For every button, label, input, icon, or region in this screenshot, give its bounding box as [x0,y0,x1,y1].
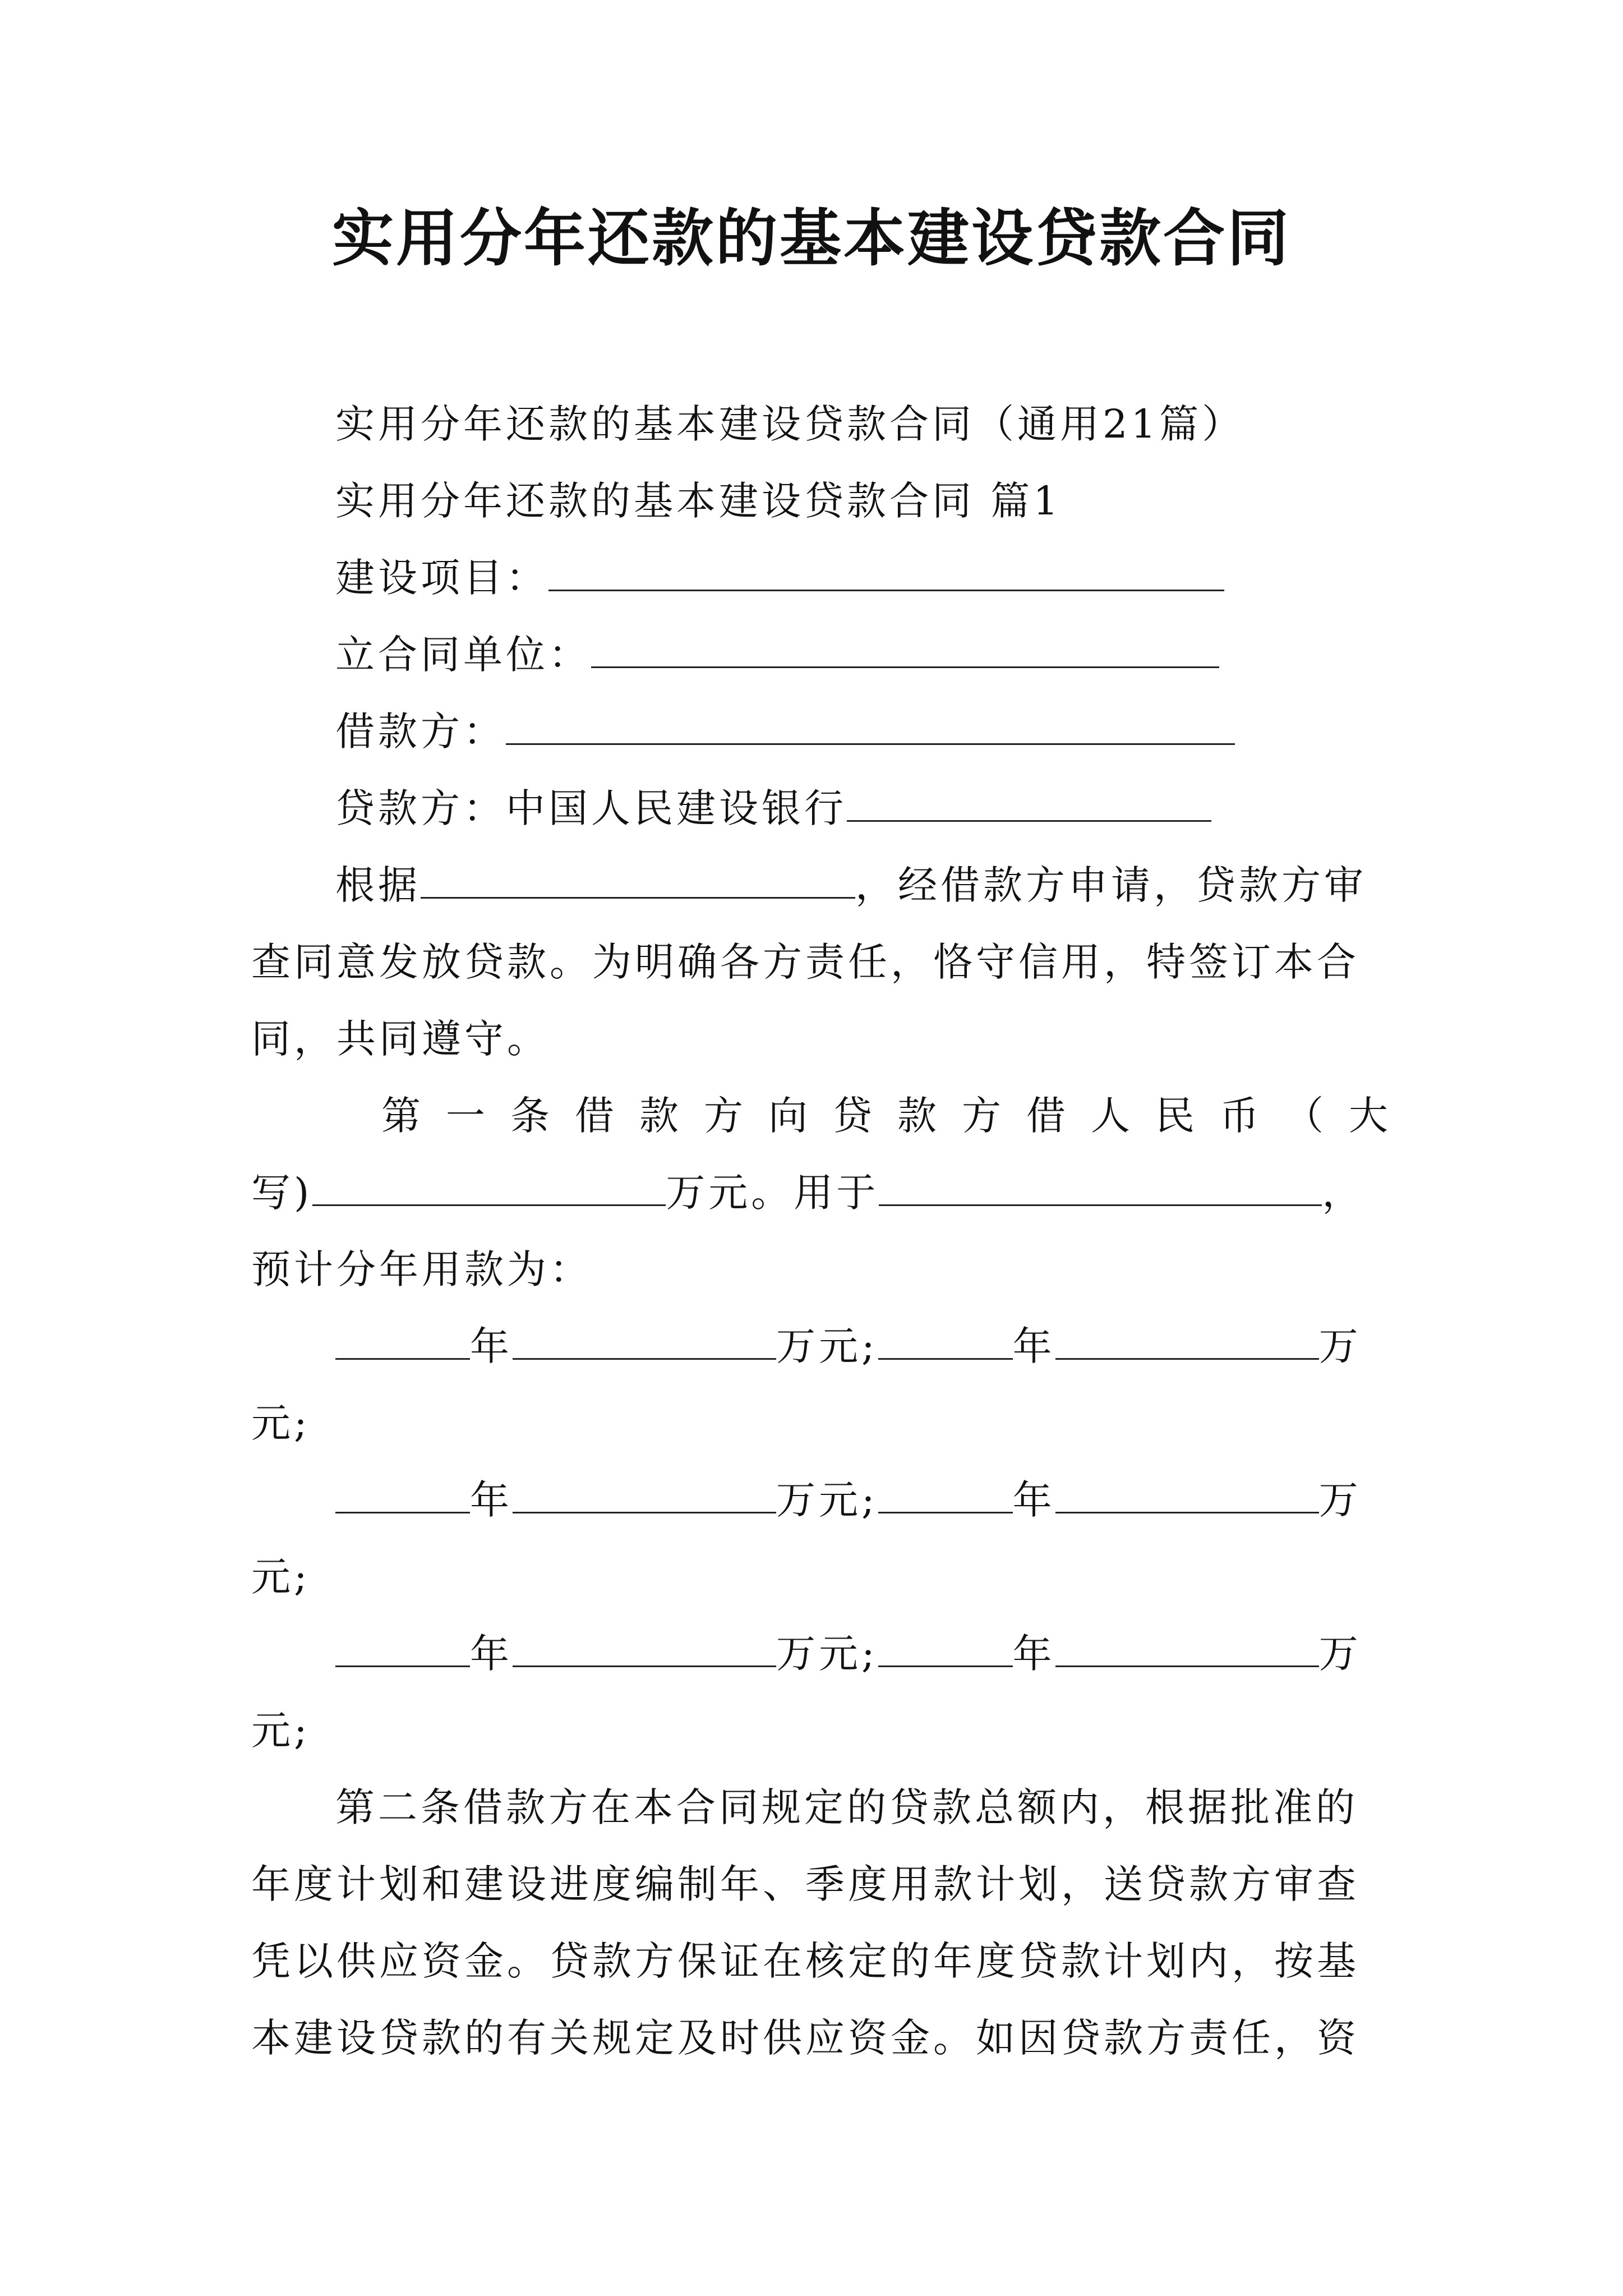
article2-line-3: 凭以供应资金。贷款方保证在核定的年度贷款计划内，按基 [251,1938,1359,1984]
amount-blank[interactable] [1055,1324,1319,1360]
borrower-field [335,700,1235,757]
yuan-line-2: 元; [251,1554,311,1600]
intro-text-a: 根据 [335,862,421,908]
year-blank[interactable] [878,1632,1013,1667]
year-label: 年 [1012,1631,1055,1677]
article1-line-2 [251,1161,1364,1218]
project-label: 建设项目： [335,555,548,601]
wan-label: 万 [1318,1477,1362,1523]
amount-blank[interactable] [513,1478,776,1513]
article2-line-2: 年度计划和建设进度编制年、季度用款计划，送贷款方审查 [251,1861,1359,1907]
wanyuan-label: 万元; [776,1323,878,1369]
intro-line-3: 同，共同遵守。 [251,1016,550,1062]
year-blank[interactable] [335,1324,470,1360]
year-row-1 [335,1315,1362,1372]
article-heading: 实用分年还款的基本建设贷款合同 篇1 [335,478,1062,524]
year-label: 年 [470,1631,513,1677]
intro-text-b: ，经借款方申请，贷款方审 [855,862,1367,908]
amount-blank[interactable] [1055,1478,1319,1513]
yuan-line-3: 元; [251,1708,311,1754]
year-row-2 [335,1469,1362,1525]
lender-label: 贷款方： [335,785,506,831]
project-field [335,546,1224,603]
year-blank[interactable] [335,1478,470,1513]
year-blank[interactable] [878,1324,1013,1360]
year-blank[interactable] [335,1632,470,1667]
article2-line-1: 第二条借款方在本合同规定的贷款总额内，根据批准的 [335,1784,1358,1830]
article1-text-b: 万元。用于 [666,1170,879,1216]
year-row-3 [335,1622,1362,1679]
borrower-blank[interactable] [506,710,1235,745]
year-label: 年 [1012,1323,1055,1369]
article1-line-1: 第一条借款方向贷款方借人民币（大 [381,1093,1413,1139]
lender-value: 中国人民建设银行 [506,785,847,831]
contract-unit-label: 立合同单位： [335,632,591,678]
contract-unit-blank[interactable] [591,633,1219,668]
amount-blank[interactable] [1055,1632,1319,1667]
document-title: 实用分年还款的基本建设贷款合同 [332,202,1291,274]
article2-line-4: 本建设贷款的有关规定及时供应资金。如因贷款方责任，资 [251,2015,1359,2061]
project-blank[interactable] [548,556,1224,591]
amount-blank[interactable] [312,1171,666,1206]
yuan-line-1: 元; [251,1400,311,1446]
wan-label: 万 [1318,1631,1362,1677]
intro-basis-blank[interactable] [421,863,855,899]
borrower-label: 借款方： [335,708,506,754]
subtitle: 实用分年还款的基本建设贷款合同（通用21篇） [335,401,1245,447]
article1-text-c: ， [1322,1170,1365,1216]
article1-line-3: 预计分年用款为： [251,1246,592,1292]
year-label: 年 [470,1323,513,1369]
year-label: 年 [1012,1477,1055,1523]
contract-unit-field [335,623,1219,680]
article1-text-a: 写) [251,1170,313,1216]
lender-blank[interactable] [847,786,1211,822]
purpose-blank[interactable] [879,1171,1322,1206]
amount-blank[interactable] [513,1324,776,1360]
intro-line-1 [335,854,1367,910]
intro-line-2: 查同意发放贷款。为明确各方责任，恪守信用，特签订本合 [251,939,1359,985]
amount-blank[interactable] [513,1632,776,1667]
wanyuan-label: 万元; [776,1477,878,1523]
wan-label: 万 [1318,1323,1362,1369]
year-label: 年 [470,1477,513,1523]
year-blank[interactable] [878,1478,1013,1513]
wanyuan-label: 万元; [776,1631,878,1677]
lender-field [335,777,1211,834]
